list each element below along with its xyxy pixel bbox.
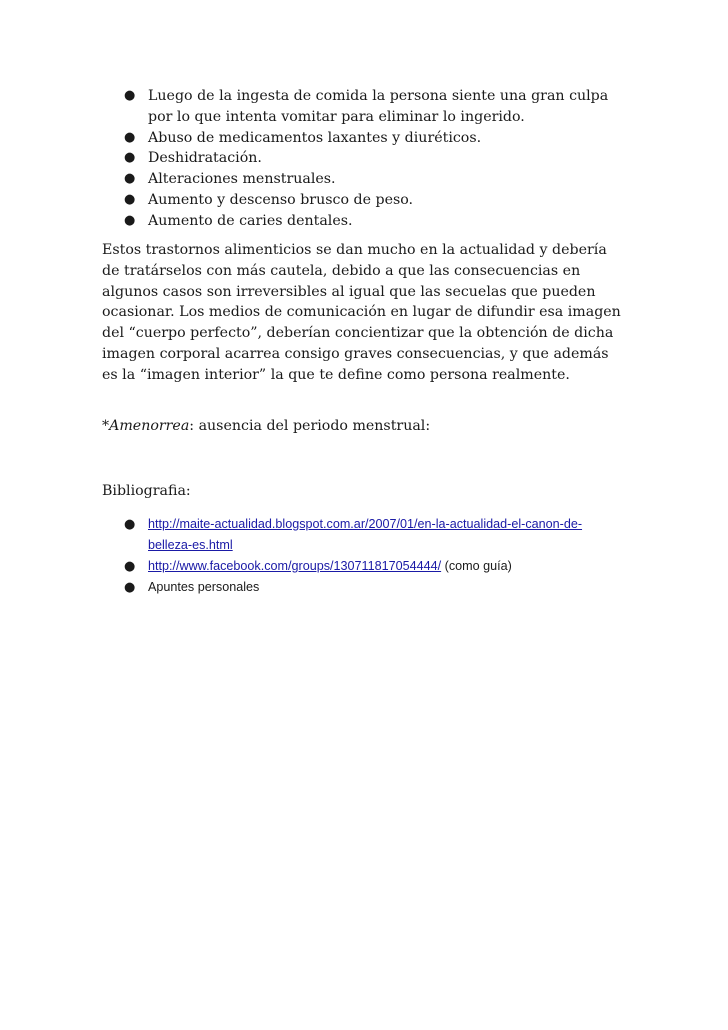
list-item-text: Aumento de caries dentales. [148,212,353,229]
bullet-icon: ● [124,580,136,595]
list-item [124,148,624,169]
footnote-definition: : ausencia del periodo menstrual: [189,418,431,434]
bullet-icon: ● [124,150,136,166]
footnote-term: *Amenorrea [102,418,190,434]
list-item-text: Deshidratación. [148,150,262,167]
bibliography-link-line2: belleza-es.html [148,538,233,552]
bullet-icon: ● [124,559,136,574]
bibliography-link[interactable]: http://www.facebook.com/groups/130711817054444/ [148,559,442,573]
footnote [102,416,622,437]
bullet-icon: ● [124,171,136,187]
list-item [124,128,624,149]
bibliography-list [124,514,604,598]
bibliography-heading: Bibliografia: [102,483,191,499]
list-item-text: Aumento y descenso brusco de peso. [148,191,414,208]
body-paragraph: Estos trastornos alimenticios se dan mucho en la actualidad y debería de tratárselos con más cautela, debido a que las consecuencias en algunos casos son irreversibles al igual que las secuelas que pueden ocasionar. Los medios de comunicación en lugar de difundir esa imagen del “cuerpo perfecto”, deberían concientizar que la obtención de dicha imagen corporal acarrea consigo graves consecuencias, y que además es la “imagen interior” la que te define como persona realmente. [102,242,621,383]
bullet-icon: ● [124,129,136,145]
list-item-text: Abuso de medicamentos laxantes y diuréticos. [148,129,482,146]
bullet-icon: ● [124,517,136,532]
list-item [124,190,624,211]
list-item [124,211,624,232]
list-item-text: Alteraciones menstruales. [148,171,336,188]
bibliography-item [124,577,604,598]
bibliography-item [124,556,604,577]
bullet-icon: ● [124,191,136,207]
bullet-icon: ● [124,88,136,103]
bibliography-item-note: (como guía) [441,559,512,573]
bibliography-link[interactable] [148,517,582,552]
bibliography-item [124,514,604,556]
bibliography-link-line1: http://maite-actualidad.blogspot.com.ar/2007/01/en-la-actualidad-el-canon-de- [148,517,583,531]
list-item-text: Luego de la ingesta de comida la persona siente una gran culpa por lo que intenta vomitar para eliminar lo ingerido. [148,88,609,125]
bullet-icon: ● [124,212,136,228]
list-item [124,86,628,128]
bibliography-item-text: Apuntes personales [148,580,260,594]
symptoms-bullet-list [124,86,624,232]
list-item [124,169,624,190]
